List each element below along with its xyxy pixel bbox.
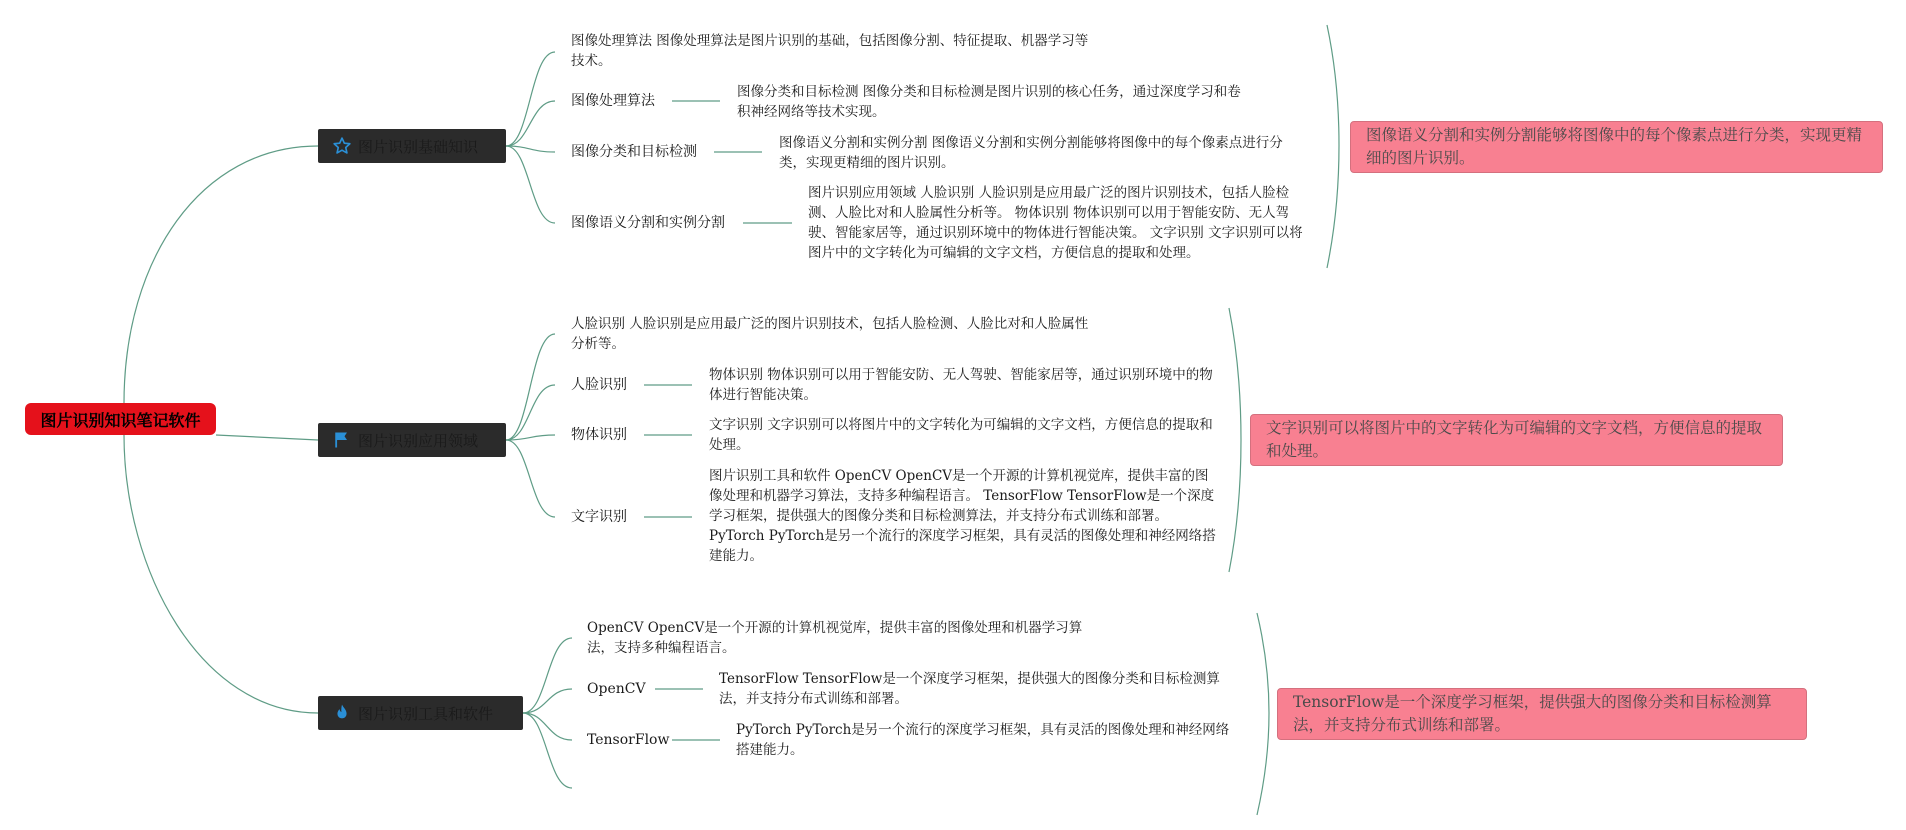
branch-node-basics[interactable] <box>318 129 506 163</box>
child-text: 文字识别 文字识别可以将图片中的文字转化为可编辑的文字文档，方便信息的提取和处理。 <box>709 417 1213 453</box>
branch-child-link <box>506 440 555 517</box>
branch-child-link <box>506 101 555 146</box>
summary-callout: 文字识别可以将图片中的文字转化为可编辑的文字文档，方便信息的提取和处理。 <box>1250 414 1783 466</box>
root-branch-link <box>216 435 318 440</box>
branch-child-link <box>523 638 572 713</box>
child-text: TensorFlow TensorFlow是一个深度学习框架，提供强大的图像分类和目标检测算法，并支持分布式训练和部署。 <box>719 671 1220 707</box>
child-text: 图片识别工具和软件 OpenCV OpenCV是一个开源的计算机视觉库，提供丰富的图像处理和机器学习算法，支持多种编程语言。 TensorFlow TensorFlow是一个深度学习框架，提供强大的图像分类和目标检测算法，并支持分布式训练和部署。 PyTorch PyTorch是另一个流行的深度学习框架，具有灵活的图像处理和神经网络搭建能力。 <box>709 468 1216 564</box>
child-label[interactable]: 图像处理算法 <box>571 93 655 109</box>
branch-node-tools[interactable] <box>318 696 523 730</box>
child-label[interactable]: TensorFlow <box>587 732 670 748</box>
child-text: 物体识别 物体识别可以用于智能安防、无人驾驶、智能家居等，通过识别环境中的物体进行智能决策。 <box>709 367 1213 403</box>
child-label[interactable]: 文字识别 <box>571 509 627 525</box>
summary-bracket <box>1229 308 1241 572</box>
branch-node-applications[interactable] <box>318 423 506 457</box>
branch-intro-text: OpenCV OpenCV是一个开源的计算机视觉库，提供丰富的图像处理和机器学习算法，支持多种编程语言。 <box>587 620 1083 656</box>
branch-child-link <box>506 52 555 146</box>
child-label[interactable]: 图像分类和目标检测 <box>571 144 697 160</box>
root-branch-link <box>124 435 318 713</box>
child-label[interactable]: OpenCV <box>587 681 646 697</box>
branch-child-link <box>506 385 555 440</box>
branch-label: 图片识别应用领域 <box>358 431 479 450</box>
branch-label: 图片识别基础知识 <box>358 137 479 156</box>
child-text: 图片识别应用领域 人脸识别 人脸识别是应用最广泛的图片识别技术，包括人脸检测、人脸比对和人脸属性分析等。 物体识别 物体识别可以用于智能安防、无人驾驶、智能家居等，通过识别环境中的物体进行智能决策。 文字识别 文字识别可以将图片中的文字转化为可编辑的文字文档，方便信息的提取和处理。 <box>808 185 1303 261</box>
root-node[interactable]: 图片识别知识笔记软件 <box>25 403 216 435</box>
summary-callout: 图像语义分割和实例分割能够将图像中的每个像素点进行分类，实现更精细的图片识别。 <box>1350 121 1883 173</box>
child-label[interactable]: 人脸识别 <box>571 377 627 393</box>
summary-callout: TensorFlow是一个深度学习框架，提供强大的图像分类和目标检测算法，并支持分布式训练和部署。 <box>1277 688 1807 740</box>
summary-bracket <box>1327 25 1339 268</box>
branch-label: 图片识别工具和软件 <box>358 704 494 723</box>
child-text: PyTorch PyTorch是另一个流行的深度学习框架，具有灵活的图像处理和神经网络搭建能力。 <box>736 722 1230 758</box>
root-branch-link <box>124 146 318 403</box>
star-icon <box>332 136 352 156</box>
summary-bracket <box>1257 613 1269 815</box>
branch-child-link <box>523 713 572 740</box>
flag-icon <box>332 430 352 450</box>
child-label[interactable]: 物体识别 <box>571 427 627 443</box>
child-text: 图像分类和目标检测 图像分类和目标检测是图片识别的核心任务，通过深度学习和卷积神经网络等技术实现。 <box>737 84 1241 120</box>
child-text: 图像语义分割和实例分割 图像语义分割和实例分割能够将图像中的每个像素点进行分类，实现更精细的图片识别。 <box>779 135 1283 171</box>
branch-child-link <box>523 713 572 788</box>
branch-child-link <box>523 689 572 713</box>
branch-intro-text: 人脸识别 人脸识别是应用最广泛的图片识别技术，包括人脸检测、人脸比对和人脸属性分析等。 <box>571 316 1089 352</box>
child-label[interactable]: 图像语义分割和实例分割 <box>571 215 725 231</box>
branch-intro-text: 图像处理算法 图像处理算法是图片识别的基础，包括图像分割、特征提取、机器学习等技术。 <box>571 33 1089 69</box>
flame-icon <box>332 703 352 723</box>
branch-child-link <box>506 146 555 223</box>
